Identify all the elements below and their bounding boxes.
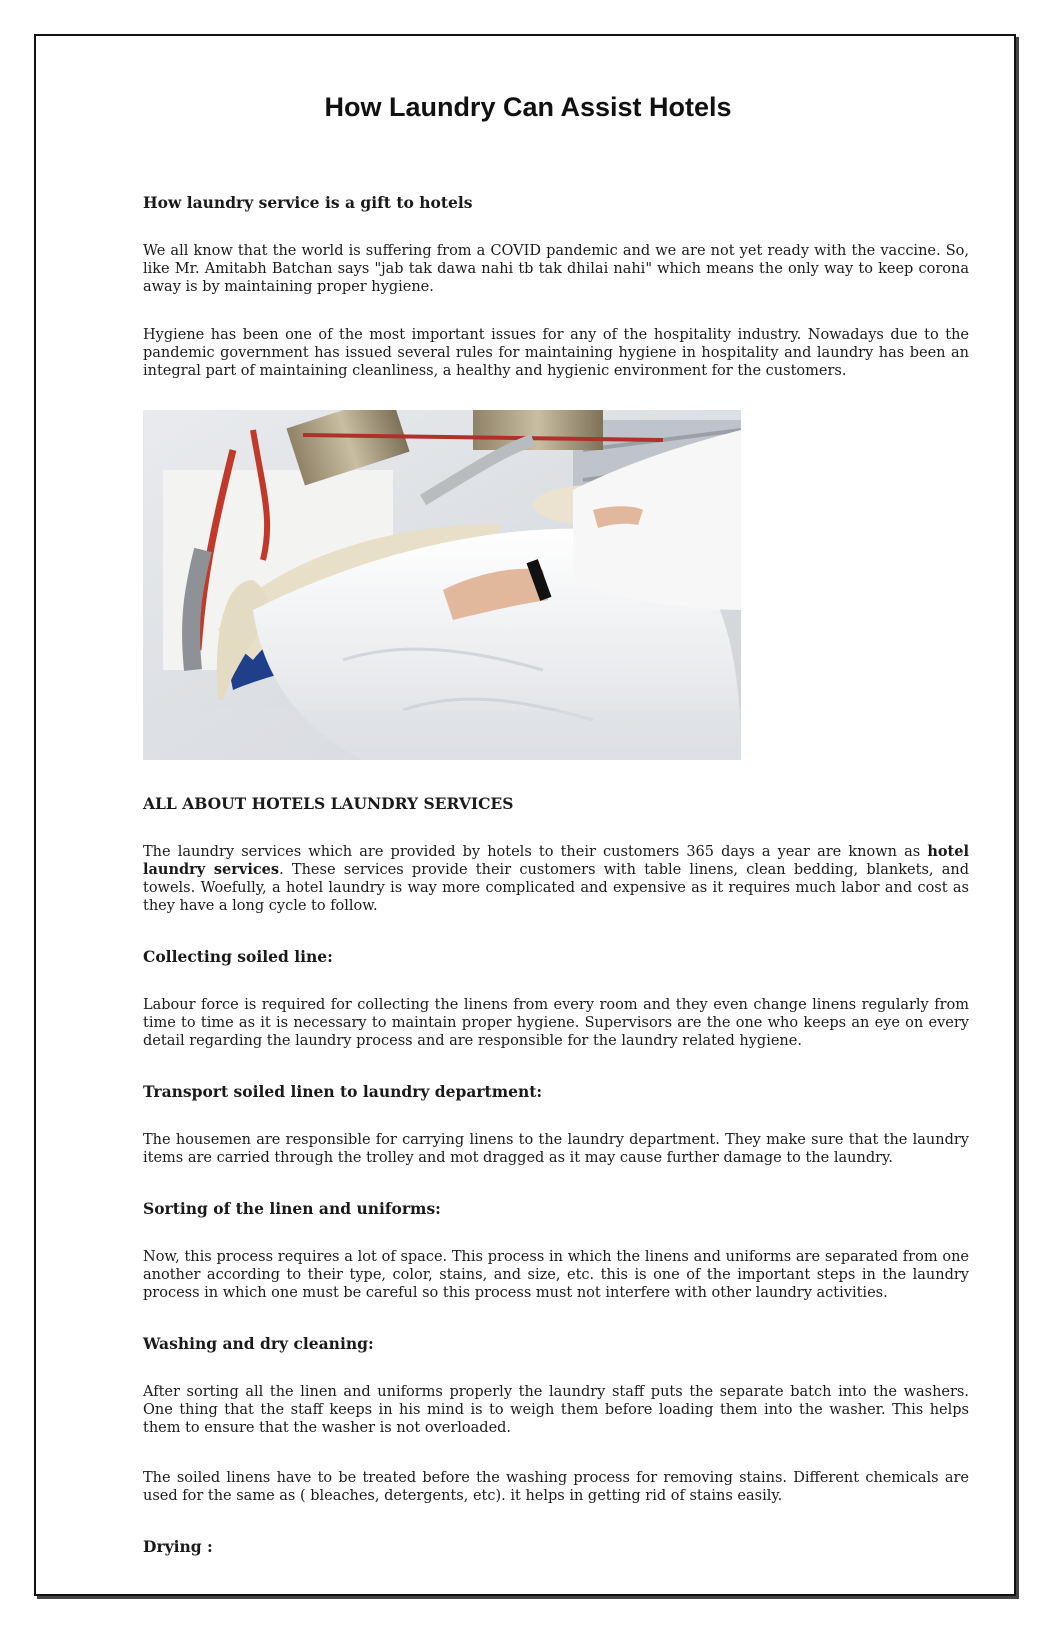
paragraph-washing: After sorting all the linen and uniforms properly the laundry staff puts the separate batch into the washers. One thing that the staff keeps in his mind is to weigh them before loading them into the washer. This helps them to ensure that the washer is not overloaded. bbox=[143, 1384, 969, 1436]
paragraph-hotel-laundry bbox=[143, 843, 969, 915]
page-title: How Laundry Can Assist Hotels bbox=[324, 92, 732, 122]
bold-term: hotel laundry services bbox=[143, 843, 969, 878]
article-body bbox=[143, 193, 969, 1556]
paragraph-text: . These services provide their customers with table linens, clean bedding, blankets, and towels. Woefully, a hotel laundry is way more complicated and expensive as it requires much labor and cost as they have a long cycle to follow. bbox=[143, 862, 970, 914]
section-heading-transport: Transport soiled linen to laundry department: bbox=[143, 1082, 543, 1101]
paragraph-covid: We all know that the world is suffering from a COVID pandemic and we are not yet ready with the vaccine. So, like Mr. Amitabh Batchan says "jab tak dawa nahi tb tak dhilai nahi" which means the only way to keep corona away is by maintaining proper hygiene. bbox=[143, 243, 969, 295]
paragraph-hygiene: Hygiene has been one of the most important issues for any of the hospitality industry. Nowadays due to the pandemic government has issued several rules for maintaining hygiene in hospitality and laundry has been an integral part of maintaining cleanliness, a healthy and hygienic environment for the customers. bbox=[143, 327, 969, 379]
paragraph-sorting: Now, this process requires a lot of space. This process in which the linens and uniforms are separated from one another according to their type, color, stains, and size, etc. this is one of the important steps in the laundry process in which one must be careful so this process must not interfere with other laundry activities. bbox=[143, 1249, 969, 1301]
section-heading-washing: Washing and dry cleaning: bbox=[143, 1334, 374, 1353]
paragraph-transport: The housemen are responsible for carrying linens to the laundry department. They make sure that the laundry items are carried through the trolley and mot dragged as it may cause further damage to the laundry. bbox=[143, 1132, 969, 1166]
paragraph-stains: The soiled linens have to be treated before the washing process for removing stains. Different chemicals are used for the same as ( bleaches, detergents, etc). it helps in getting rid of stains easily. bbox=[143, 1470, 969, 1504]
section-heading-drying: Drying : bbox=[143, 1537, 213, 1556]
paragraph-collecting: Labour force is required for collecting the linens from every room and they even change linens regularly from time to time as it is necessary to maintain proper hygiene. Supervisors are the one who keeps an eye on every detail regarding the laundry process and are responsible for the laundry related hygiene. bbox=[143, 997, 969, 1049]
section-heading-hotel-laundry: ALL ABOUT HOTELS LAUNDRY SERVICES bbox=[143, 794, 514, 813]
section-heading-sorting: Sorting of the linen and uniforms: bbox=[143, 1199, 441, 1218]
section-heading-gift: How laundry service is a gift to hotels bbox=[143, 193, 473, 212]
laundry-photo bbox=[143, 410, 969, 760]
section-heading-collecting: Collecting soiled line: bbox=[143, 947, 333, 966]
paragraph-text: The laundry services which are provided by hotels to their customers 365 days a year are known as bbox=[143, 844, 928, 860]
